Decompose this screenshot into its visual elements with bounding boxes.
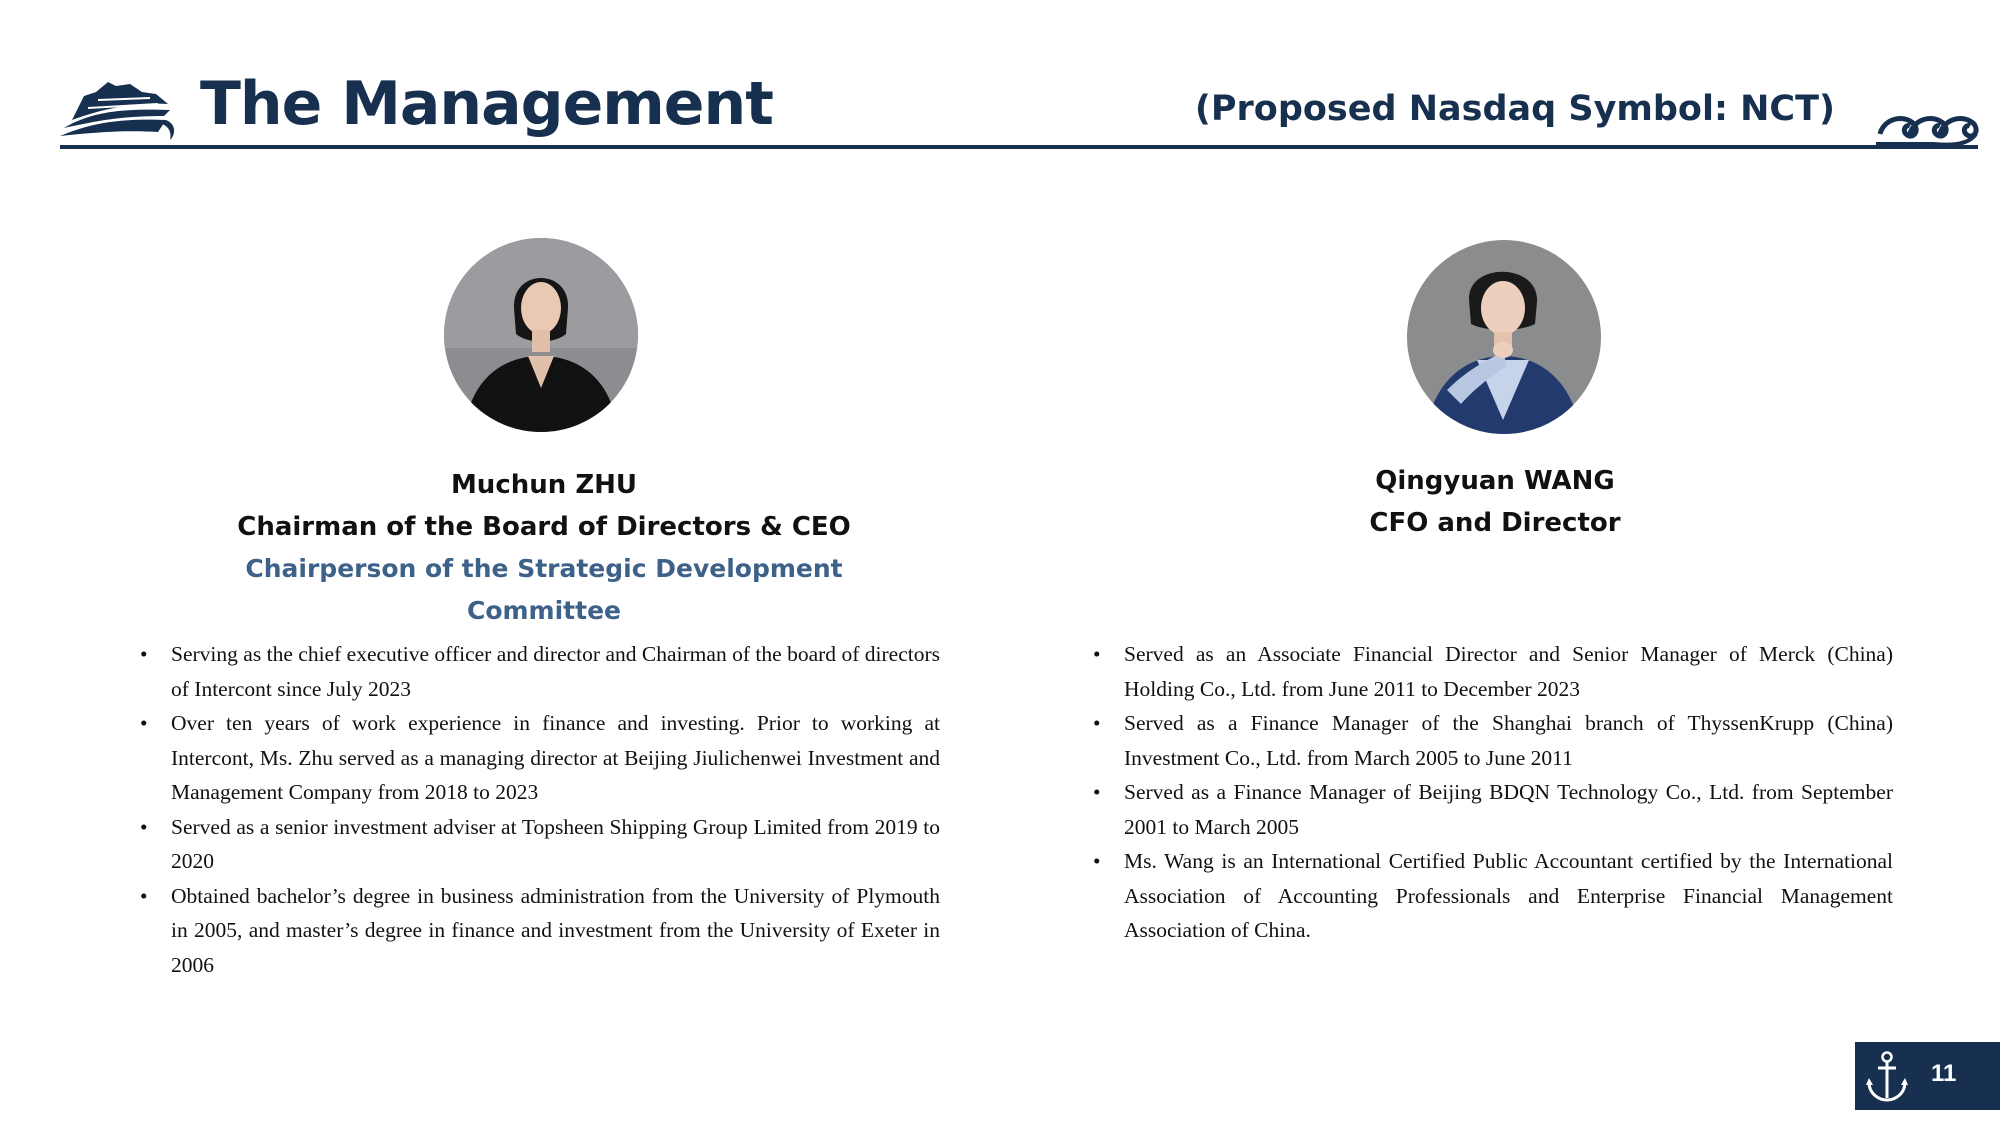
bullet-icon: • — [1093, 711, 1101, 735]
bio-text: Served as an Associate Financial Director and Senior Manager of Merck (China) Holding Co., Ltd. from June 2011 to December 2023 — [1124, 642, 1893, 701]
bio-text: Ms. Wang is an International Certified Public Accountant certified by the International Association of Accounting Professionals and Enterprise Financial Management Association of China. — [1124, 849, 1893, 942]
bullet-icon: • — [1093, 642, 1101, 666]
list-item — [140, 637, 940, 706]
list-item — [1093, 775, 1893, 844]
person-role: Chairman of the Board of Directors & CEO — [237, 512, 851, 542]
bullet-icon: • — [140, 711, 148, 735]
list-item — [1093, 637, 1893, 706]
bio-list-wang — [1093, 637, 1893, 948]
ship-icon — [58, 74, 178, 140]
list-item — [140, 810, 940, 879]
bullet-icon: • — [140, 883, 148, 908]
bio-text: Over ten years of work experience in finance and investing. Prior to working at Intercont, Ms. Zhu served as a managing director at Beijing Jiulichenwei Investment and Management Company from 2018 to 2023 — [171, 711, 940, 804]
anchor-icon — [1865, 1050, 1909, 1104]
page-number-badge — [1855, 1042, 2000, 1110]
person-role: CFO and Director — [1369, 508, 1621, 538]
bullet-icon: • — [1093, 849, 1101, 873]
person-heading-zhu — [200, 464, 888, 632]
bio-text: Served as a senior investment adviser at Topsheen Shipping Group Limited from 2019 to 2020 — [171, 814, 940, 873]
avatar-muchun-zhu — [444, 238, 638, 432]
list-item — [140, 879, 940, 983]
list-item — [140, 706, 940, 810]
person-heading-wang — [1300, 460, 1690, 544]
person-name: Muchun ZHU — [450, 470, 638, 500]
person-name: Qingyuan WANG — [1375, 466, 1615, 496]
list-item — [1093, 844, 1893, 948]
page-title: The Management — [200, 69, 773, 139]
bullet-icon: • — [140, 642, 148, 666]
nasdaq-symbol: (Proposed Nasdaq Symbol: NCT) — [1194, 89, 1835, 129]
avatar-qingyuan-wang — [1407, 240, 1601, 434]
bio-text: Served as a Finance Manager of the Shanghai branch of ThyssenKrupp (China) Investment Co., Ltd. from March 2005 to June 2011 — [1124, 711, 1893, 770]
bio-text: Served as a Finance Manager of Beijing BDQN Technology Co., Ltd. from September 2001 to March 2005 — [1124, 780, 1893, 839]
bullet-icon: • — [140, 814, 148, 839]
bio-text: Obtained bachelor’s degree in business administration from the University of Plymouth in 2005, and master’s degree in finance and investment from the University of Exeter in 2006 — [171, 883, 940, 977]
page-number: 11 — [1931, 1060, 1957, 1087]
person-committee-role: Chairperson of the Strategic Development Committee — [245, 554, 843, 625]
bullet-icon: • — [1093, 780, 1101, 804]
bio-list-zhu — [140, 637, 940, 982]
header-divider — [60, 145, 1978, 149]
bio-text: Serving as the chief executive officer and director and Chairman of the board of directors of Intercont since July 2023 — [171, 642, 940, 701]
list-item — [1093, 706, 1893, 775]
